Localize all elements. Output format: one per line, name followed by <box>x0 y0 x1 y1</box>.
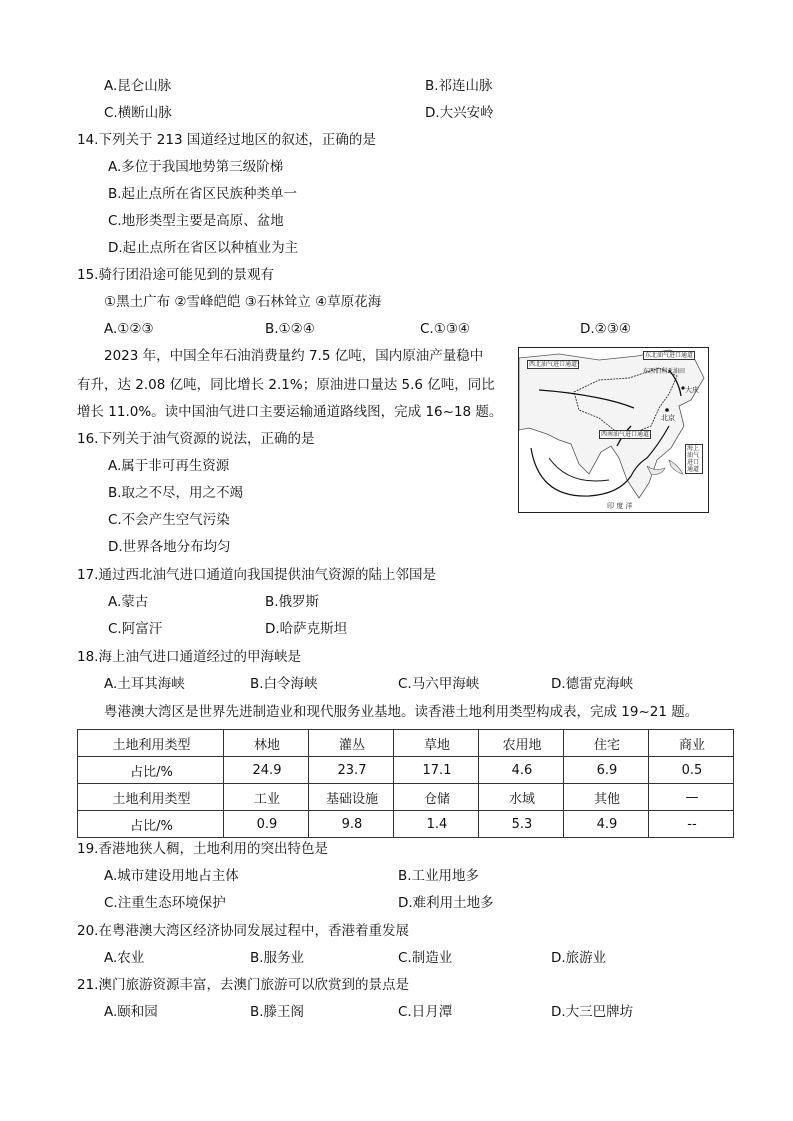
q18-option-b: B.白令海峡 <box>250 676 318 692</box>
passage2: 粤港澳大湾区是世界先进制造业和现代服务业基地。读香港土地利用类型构成表，完成 19~21 题。 <box>104 704 699 720</box>
oil-gas-import-map <box>518 347 709 513</box>
q20-option-c: C.制造业 <box>398 950 453 966</box>
table-cell: 草地 <box>394 730 479 757</box>
table-cell: 4.6 <box>479 757 564 784</box>
q19-option-a: A.城市建设用地占主体 <box>104 868 239 884</box>
table-cell: 1.4 <box>394 811 479 838</box>
beijing-marker <box>665 408 669 412</box>
q17-option-b: B.俄罗斯 <box>265 594 320 610</box>
q17-option-d: D.哈萨克斯坦 <box>265 621 348 637</box>
q21-stem: 21.澳门旅游资源丰富，去澳门旅游可以欣赏到的景点是 <box>77 977 409 993</box>
table-cell: 基础设施 <box>309 784 394 811</box>
table-cell: 6.9 <box>564 757 649 784</box>
label-northwest-route: 西北油气进口通道 <box>529 361 578 368</box>
table-cell: 水域 <box>479 784 564 811</box>
q20-option-a: A.农业 <box>104 950 145 966</box>
q14-option-a: A.多位于我国地势第三级阶梯 <box>108 159 284 175</box>
q13-option-d: D.大兴安岭 <box>425 105 494 121</box>
label-indian-ocean: 印 度 洋 <box>607 502 633 510</box>
table-cell: 9.8 <box>309 811 394 838</box>
table-cell: 土地利用类型 <box>78 730 224 757</box>
label-beijing: 北京 <box>661 414 675 422</box>
table-cell: 工业 <box>224 784 309 811</box>
q17-stem: 17.通过西北油气进口通道向我国提供油气资源的陆上邻国是 <box>77 567 436 583</box>
q21-option-b: B.滕王阁 <box>250 1004 305 1020</box>
q20-stem: 20.在粤港澳大湾区经济协同发展过程中，香港着重发展 <box>77 923 409 939</box>
table-cell: — <box>649 784 734 811</box>
table-cell: 农用地 <box>479 730 564 757</box>
q20-option-b: B.服务业 <box>250 950 305 966</box>
q19-stem: 19.香港地狭人稠，土地利用的突出特色是 <box>77 841 328 857</box>
table-cell: 住宅 <box>564 730 649 757</box>
label-southwest-route: 西南油气进口通道 <box>601 431 650 438</box>
table-cell: 4.9 <box>564 811 649 838</box>
q13-option-c: C.横断山脉 <box>104 105 172 121</box>
hongkong-land-use-table <box>77 729 734 838</box>
q21-option-a: A.颐和园 <box>104 1004 158 1020</box>
q18-option-d: D.德雷克海峡 <box>551 676 634 692</box>
q15-option-b: B.①②④ <box>265 321 315 337</box>
table-cell: 5.3 <box>479 811 564 838</box>
q15-option-d: D.②③④ <box>580 321 631 337</box>
table-row <box>78 757 734 784</box>
q17-option-a: A.蒙古 <box>108 594 149 610</box>
q18-stem: 18.海上油气进口通道经过的甲海峡是 <box>77 649 301 665</box>
q19-option-c: C.注重生态环境保护 <box>104 895 226 911</box>
q15-items: ①黑土广布 ②雪峰皑皑 ③石林耸立 ④草原花海 <box>104 294 382 310</box>
table-row <box>78 811 734 838</box>
q21-option-d: D.大三巴牌坊 <box>551 1004 634 1020</box>
q13-option-a: A.昆仑山脉 <box>104 78 172 94</box>
table-cell: 17.1 <box>394 757 479 784</box>
q15-option-a: A.①②③ <box>104 321 154 337</box>
q18-option-a: A.土耳其海峡 <box>104 676 185 692</box>
table-cell: 商业 <box>649 730 734 757</box>
q19-option-d: D.难利用土地多 <box>398 895 494 911</box>
q16-option-b: B.取之不尽，用之不竭 <box>108 485 244 501</box>
q18-option-c: C.马六甲海峡 <box>398 676 480 692</box>
q14-option-c: C.地形类型主要是高原、盆地 <box>108 213 284 229</box>
q16-option-d: D.世界各地分布均匀 <box>108 539 231 555</box>
passage1-line3: 增长 11.0%。读中国油气进口主要运输通道路线图，完成 16~18 题。 <box>77 404 503 420</box>
passage1-line2: 有升，达 2.08 亿吨，同比增长 2.1%；原油进口量达 5.6 亿吨，同比 <box>77 377 495 393</box>
q17-option-c: C.阿富汗 <box>108 621 163 637</box>
table-cell: 其他 <box>564 784 649 811</box>
table-cell: 林地 <box>224 730 309 757</box>
table-cell: 0.9 <box>224 811 309 838</box>
table-cell: 仓储 <box>394 784 479 811</box>
q19-option-b: B.工业用地多 <box>398 868 480 884</box>
q16-option-c: C.不会产生空气污染 <box>108 512 230 528</box>
label-east-siberia-oilfield: 东西伯利亚油田 <box>643 368 686 375</box>
table-row <box>78 784 734 811</box>
q14-stem: 14.下列关于 213 国道经过地区的叙述，正确的是 <box>77 132 376 148</box>
table-cell: 24.9 <box>224 757 309 784</box>
table-row <box>78 730 734 757</box>
q15-stem: 15.骑行团沿途可能见到的景观有 <box>77 267 274 283</box>
table-cell: 土地利用类型 <box>78 784 224 811</box>
q14-option-d: D.起止点所在省区以种植业为主 <box>108 240 299 256</box>
q20-option-d: D.旅游业 <box>551 950 607 966</box>
table-cell: 灌丛 <box>309 730 394 757</box>
label-daqing: 大庆 <box>685 386 699 394</box>
q21-option-c: C.日月潭 <box>398 1004 453 1020</box>
q16-option-a: A.属于非可再生资源 <box>108 458 230 474</box>
table-cell: 23.7 <box>309 757 394 784</box>
label-sea-route: 海上油气进口通道 <box>685 444 703 474</box>
table-cell: 占比/% <box>78 811 224 838</box>
q16-stem: 16.下列关于油气资源的说法，正确的是 <box>77 431 315 447</box>
table-cell: -- <box>649 811 734 838</box>
table-cell: 占比/% <box>78 757 224 784</box>
q14-option-b: B.起止点所在省区民族种类单一 <box>108 186 298 202</box>
passage1-line1: 2023 年，中国全年石油消费量约 7.5 亿吨，国内原油产量稳中 <box>104 348 484 364</box>
island-shape <box>669 460 683 474</box>
label-northeast-route: 东北油气进口通道 <box>645 352 694 359</box>
q15-option-c: C.①③④ <box>420 321 471 337</box>
q13-option-b: B.祁连山脉 <box>425 78 493 94</box>
table-cell: 0.5 <box>649 757 734 784</box>
